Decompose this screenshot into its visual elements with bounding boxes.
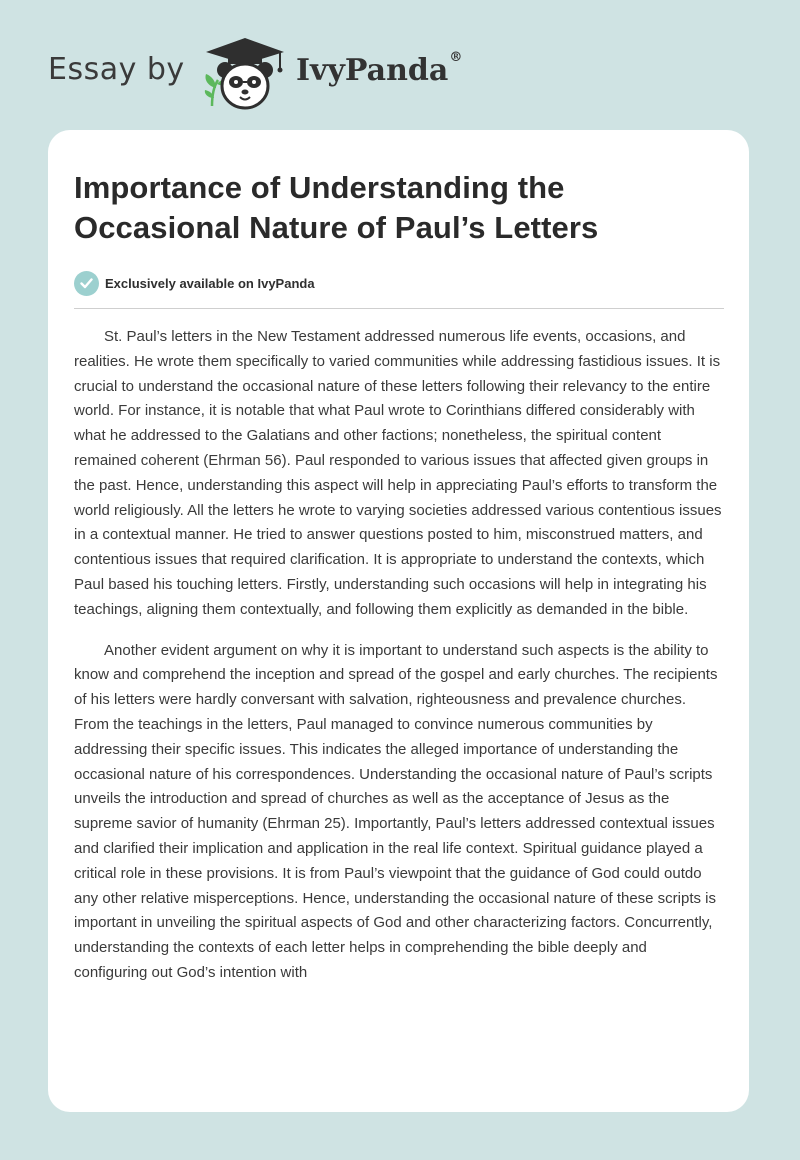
essay-body — [74, 325, 724, 986]
registered-mark: ® — [449, 50, 463, 65]
site-header — [0, 0, 800, 130]
exclusive-badge — [74, 270, 723, 296]
divider — [74, 308, 724, 309]
paragraph: St. Paul’s letters in the New Testament addressed numerous life events, occasions, and realities. He wrote them specifically to varied communities while addressing fastidious issues. It is crucial to understand the occasional nature of these letters following their relevancy to the entire world. For instance, it is notable that what Paul wrote to Corinthians differed considerably with what he addressed to the Galatians and other factions; nonetheless, the spiritual content remained coherent (Ehrman 56). Paul responded to various issues that affected given groups in the past. Hence, understanding this aspect will help in appreciating Paul’s efforts to transform the world religiously. All the letters he wrote to varying societies addressed various contentious issues in a contextual manner. He tried to answer questions posted to him, misconstrued matters, and contentious issues that required clarification. It is appropriate to understand the contexts, which Paul based his touching letters. Firstly, understanding such occasions will help in integrating his teachings, aligning them contextually, and following them explicitly as demanded in the bible. — [74, 328, 722, 618]
paragraph: Another evident argument on why it is important to understand such aspects is the ability to know and comprehend the inception and spread of the gospel and early churches. The recipients of his letters were hardly conversant with salvation, righteousness and prevalence churches. From the teachings in the letters, Paul managed to convince numerous communities by addressing their specific issues. This indicates the alleged importance of understanding the occasional nature of his correspondences. Understanding the occasional nature of Paul’s scripts unveils the introduction and spread of churches as well as the acceptance of Jesus as the supreme savior of humanity (Ehrman 25). Importantly, Paul’s letters addressed contextual issues and clarified their implication and application in the real life context. Spiritual guidance played a critical role in these provisions. It is from Paul’s viewpoint that the guidance of God could outdo any other relative misperceptions. Hence, understanding the occasional nature of these scripts is important in unveiling the spiritual aspects of God and other characterizing factors. Concurrently, understanding the contexts of each letter helps in comprehending the bible deeply and configuring out God’s intention with — [74, 641, 718, 981]
essay-card — [48, 130, 749, 1112]
check-circle-icon — [74, 271, 99, 296]
brand-name[interactable]: IvyPanda® — [296, 50, 463, 88]
brand-prefix: Essay by — [48, 52, 185, 87]
badge-text: Exclusively available on IvyPanda — [105, 275, 315, 291]
page-title: Importance of Understanding the Occasional Nature of Paul’s Letters — [74, 170, 599, 245]
panda-graduate-icon[interactable] — [200, 34, 290, 114]
